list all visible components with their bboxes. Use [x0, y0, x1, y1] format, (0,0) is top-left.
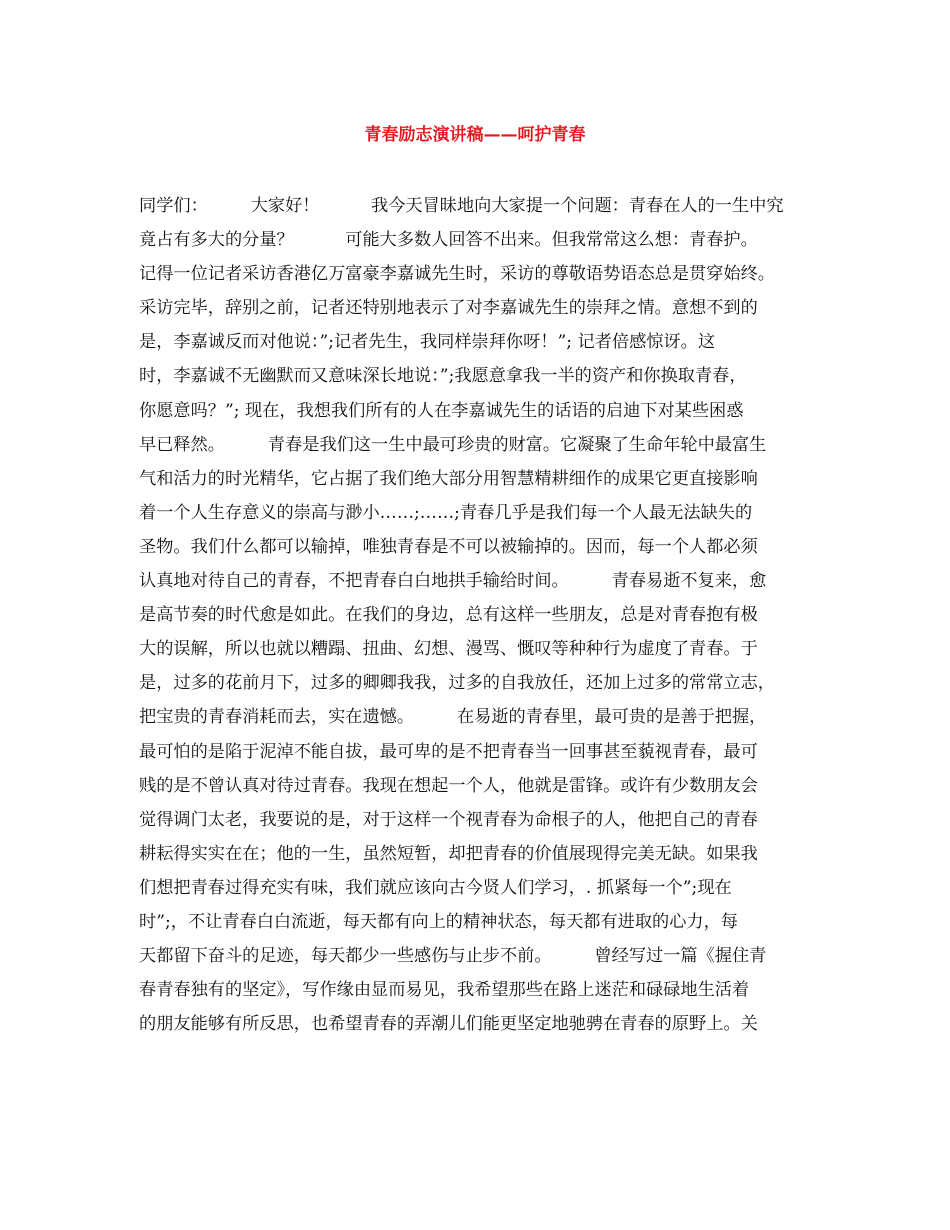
body-line: 认真地对待自己的青春，不把青春白白地拱手输给时间。 青春易逝不复来，愈: [139, 571, 767, 592]
body-line: 着一个人生存意义的崇高与渺小……;……;青春几乎是我们每一个人最无法缺失的: [139, 502, 753, 523]
body-line: 们想把青春过得充实有味，我们就应该向古今贤人们学习，. 抓紧每一个”;现在: [139, 877, 732, 898]
body-line: 采访完毕，辞别之前，记者还特别地表示了对李嘉诚先生的崇拜之情。意想不到的: [139, 298, 758, 319]
body-line: 记得一位记者采访香港亿万富豪李嘉诚先生时，采访的尊敬语势语态总是贯穿始终。: [139, 264, 775, 285]
body-line: 天都留下奋斗的足迹，每天都少一些感伤与止步不前。 曾经写过一篇《握住青: [139, 946, 767, 967]
body-line: 气和活力的时光精华，它占据了我们绝大部分用智慧精耕细作的成果它更直接影响: [139, 468, 758, 489]
body-line: 贱的是不曾认真对待过青春。我现在想起一个人，他就是雷锋。或许有少数朋友会: [139, 775, 758, 796]
body-line: 圣物。我们什么都可以输掉，唯独青春是不可以被输掉的。因而，每一个人都必须: [139, 536, 758, 557]
body-line: 的朋友能够有所反思，也希望青春的弄潮儿们能更坚定地驰骋在青春的原野上。关: [139, 1014, 758, 1035]
document-title: 青春励志演讲稿——呵护青春: [364, 125, 586, 145]
body-line: 觉得调门太老，我要说的是，对于这样一个视青春为命根子的人，他把自己的青春: [139, 809, 758, 830]
body-line: 大的误解，所以也就以糟蹋、扭曲、幻想、漫骂、慨叹等种种行为虚度了青春。于: [139, 639, 758, 660]
body-line: 是，李嘉诚反而对他说：”;记者先生，我同样崇拜你呀！”; 记者倍感惊讶。这: [139, 332, 716, 353]
body-line: 早已释然。 青春是我们这一生中最可珍贵的财富。它凝聚了生命年轮中最富生: [139, 434, 767, 455]
body-line: 是高节奏的时代愈是如此。在我们的身边，总有这样一些朋友，总是对青春抱有极: [139, 605, 758, 626]
body-line: 你愿意吗？”; 现在，我想我们所有的人在李嘉诚先生的话语的启迪下对某些困惑: [139, 400, 744, 421]
body-line: 时”;，不让青春白白流逝，每天都有向上的精神状态，每天都有进取的心力，每: [139, 911, 738, 932]
body-line: 时，李嘉诚不无幽默而又意味深长地说：”;我愿意拿我一半的资产和你换取青春，: [139, 366, 747, 387]
body-line: 春青春独有的坚定》，写作缘由显而易见，我希望那些在路上迷茫和碌碌地生活着: [139, 980, 750, 1001]
body-line: 耕耘得实实在在；他的一生，虽然短暂，却把青春的价值展现得完美无缺。如果我: [139, 843, 758, 864]
document-body: [139, 189, 819, 1041]
body-line: 最可怕的是陷于泥淖不能自拔，最可卑的是不把青春当一回事甚至藐视青春，最可: [139, 741, 758, 762]
body-line: 是，过多的花前月下，过多的卿卿我我，过多的自我放任，还加上过多的常常立志，: [139, 673, 775, 694]
body-line: 把宝贵的青春消耗而去，实在遗憾。 在易逝的青春里，最可贵的是善于把握，: [139, 707, 767, 728]
body-line: 竟占有多大的分量？ 可能大多数人回答不出来。但我常常这么想：青春护。: [139, 230, 758, 251]
body-line: 同学们： 大家好！ 我今天冒昧地向大家提一个问题：青春在人的一生中究: [139, 196, 784, 216]
